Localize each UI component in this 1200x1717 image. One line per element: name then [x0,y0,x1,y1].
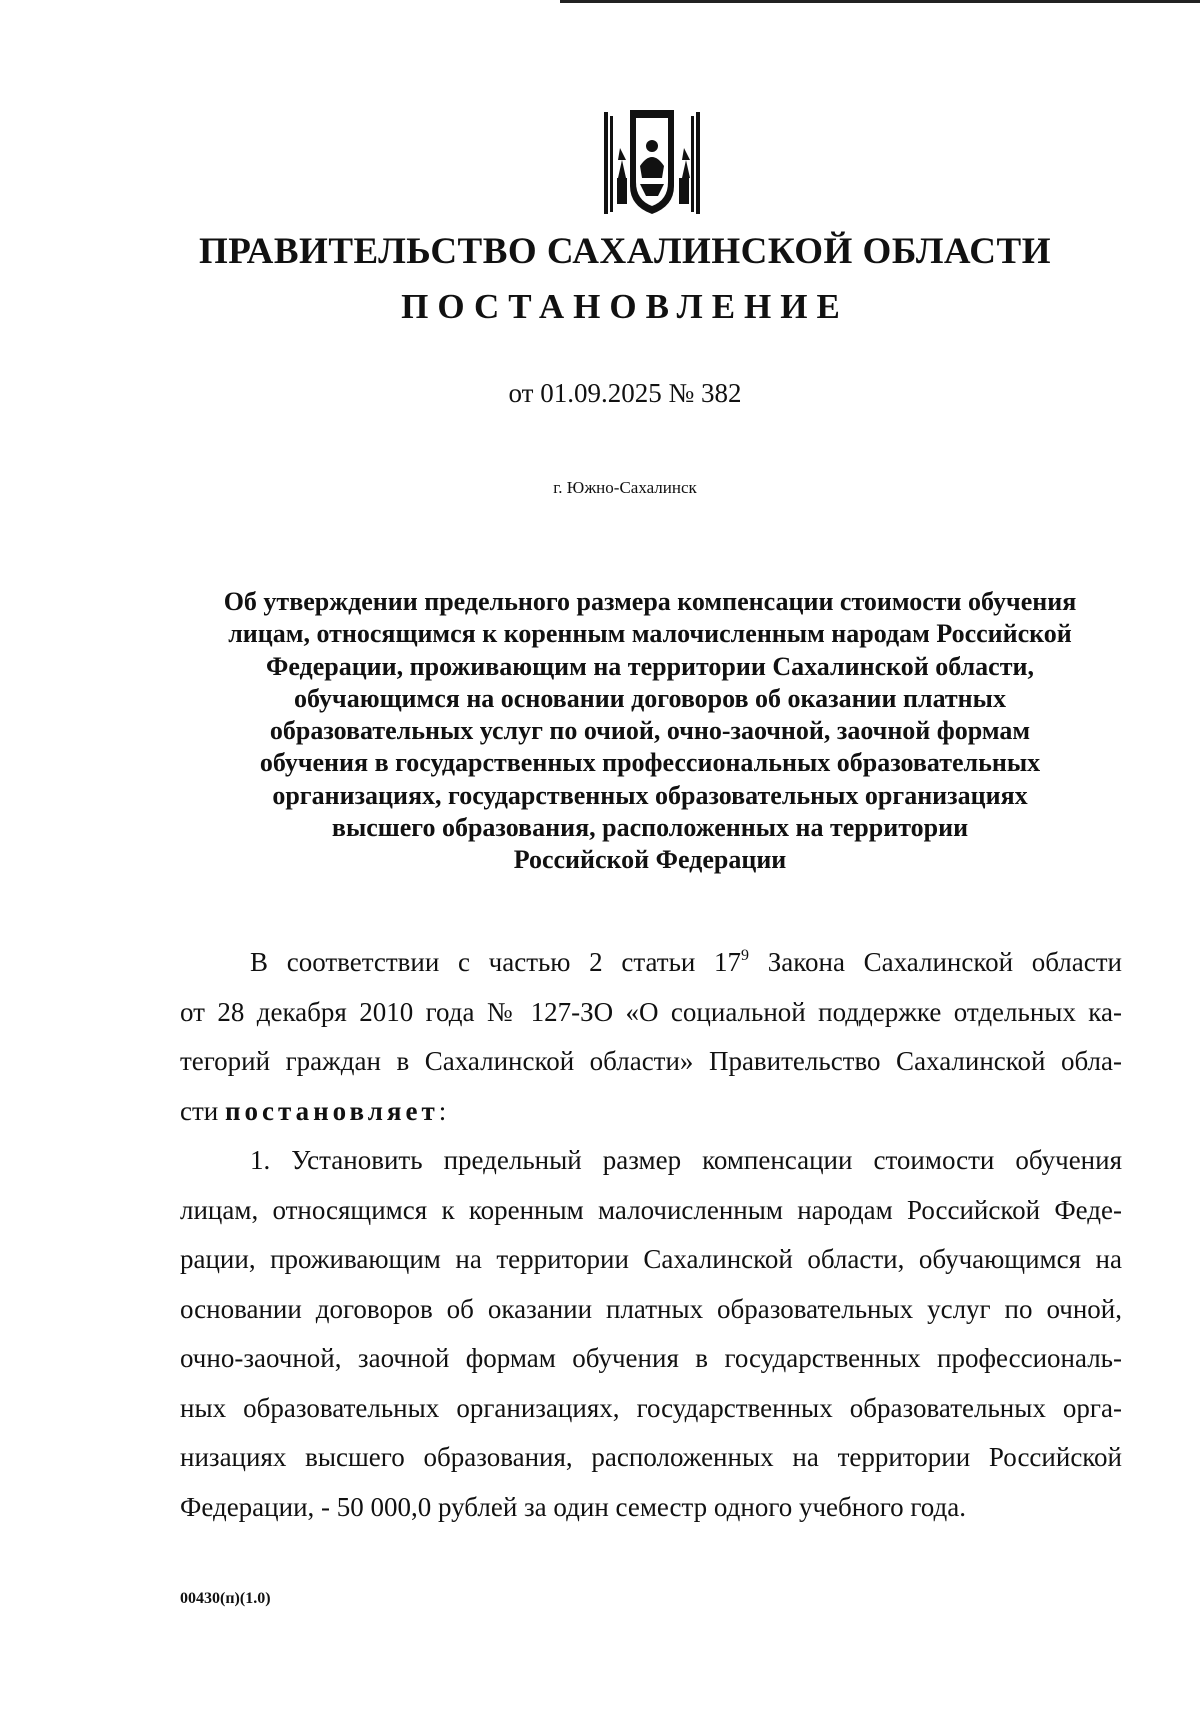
subject-line: лицам, относящимся к коренным малочисленным народам Российской [228,619,1072,649]
document-subject [180,586,1120,877]
resolution-keyword: постановляет [224,1095,439,1126]
form-code: 00430(п)(1.0) [180,1590,271,1607]
subject-line: Федерации, проживающим на территории Сахалинской области, [266,651,1034,681]
article-superscript: 9 [741,947,750,964]
document-city: г. Южно-Сахалинск [553,478,697,497]
preamble-line: сти постановляет: [180,1095,447,1126]
top-border-line [560,0,1200,3]
clause-line: Федерации, - 50 000,0 рублей за один семестр одного учебного года. [180,1491,966,1522]
subject-line: Российской Федерации [513,845,787,875]
subject-line: организациях, государственных образовательных организациях [272,780,1028,810]
document-type: ПОСТАНОВЛЕНИЕ [401,287,849,326]
preamble-line: от 28 декабря 2010 года № 127-ЗО «О социальной поддержке отдельных ка- [180,996,1122,1027]
clause-line: низациях высшего образования, расположенных на территории Российской [180,1442,1122,1472]
subject-line: обучения в государственных профессиональных образовательных [259,748,1041,778]
clause-line: основании договоров об оказании платных образовательных услуг по очной, [180,1293,1122,1324]
subject-line: обучающимся на основании договоров об оказании платных [294,683,1006,713]
preamble-line: тегорий граждан в Сахалинской области» Правительство Сахалинской обла- [180,1046,1122,1076]
clause-line: ных образовательных организациях, государственных образовательных орга- [180,1392,1122,1423]
preamble-line: В соответствии с частью 2 статьи $17^9$ Закона Сахалинской области [250,947,1123,977]
clause-line: лицам, относящимся к коренным малочисленным народам Российской Феде- [180,1194,1122,1225]
clause-line: рации, проживающим на территории Сахалинской области, обучающимся на [180,1244,1122,1274]
subject-line: высшего образования, расположенных на территории [331,813,969,843]
clause-line: 1. Установить предельный размер компенсации стоимости обучения [250,1145,1122,1175]
subject-line: Об утверждении предельного размера компенсации стоимости обучения [223,587,1077,616]
subject-line: образовательных услуг по очиой, очно-заочной, заочной формам [269,716,1031,746]
sakhalin-coat-of-arms-icon [600,108,704,218]
clause-line: очно-заочной, заочной формам обучения в государственных профессиональ- [180,1343,1122,1373]
government-title: ПРАВИТЕЛЬСТВО САХАЛИНСКОЙ ОБЛАСТИ [199,231,1051,272]
document-body [180,938,1122,1532]
document-date-number: от 01.09.2025 № 382 [508,378,742,408]
